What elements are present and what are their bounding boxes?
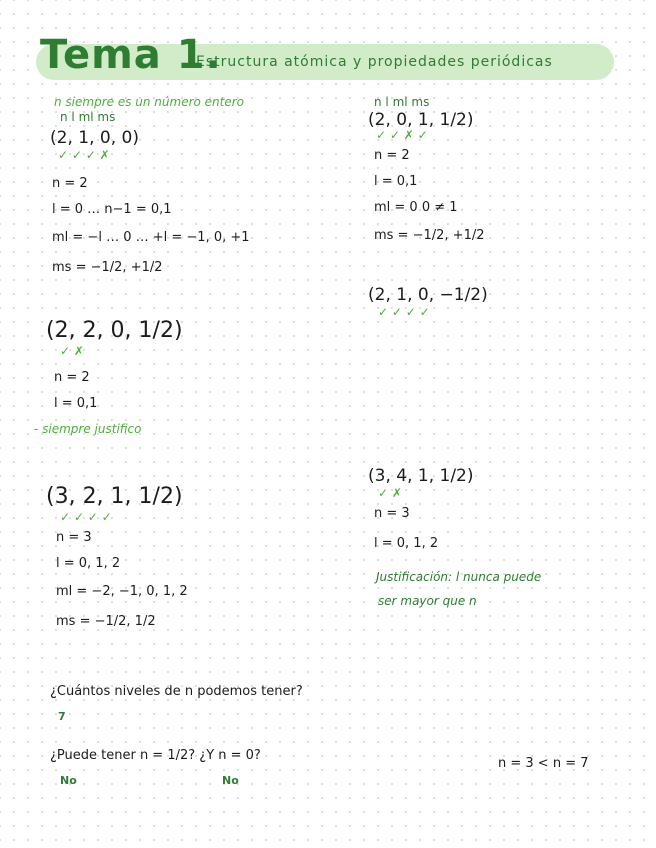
b2-line-2: l = 0,1: [374, 174, 418, 189]
b1-line-3: ml = −l … 0 … +l = −1, 0, +1: [52, 230, 250, 245]
note-justify: - siempre justifico: [34, 422, 142, 436]
b5-line-1: n = 3: [56, 530, 92, 545]
tuple-6-marks: ✓ ✗: [378, 486, 402, 500]
page-title: Tema 1.: [40, 32, 222, 78]
side-note: n = 3 < n = 7: [498, 756, 589, 771]
tuple-3-marks: ✓ ✓ ✓ ✓: [378, 305, 430, 319]
page-subtitle: Estructura atómica y propiedades periódicas: [196, 54, 553, 70]
b2-line-3: ml = 0 0 ≠ 1: [374, 200, 458, 215]
question-levels: ¿Cuántos niveles de n podemos tener?: [50, 684, 303, 699]
answer-n-zero: No: [222, 774, 239, 787]
tuple-3: (2, 1, 0, −1/2): [368, 285, 488, 305]
tuple-1-marks: ✓ ✓ ✓ ✗: [58, 148, 110, 162]
tuple-5-marks: ✓ ✓ ✓ ✓: [60, 510, 112, 524]
b4-line-2: l = 0,1: [54, 396, 98, 411]
b5-line-4: ms = −1/2, 1/2: [56, 614, 156, 629]
quantum-labels: n l ml ms: [60, 110, 116, 124]
b4-line-1: n = 2: [54, 370, 90, 385]
tuple-2: (2, 0, 1, 1/2): [368, 110, 474, 130]
b5-line-3: ml = −2, −1, 0, 1, 2: [56, 584, 188, 599]
answer-levels: 7: [58, 710, 66, 723]
tuple-1: (2, 1, 0, 0): [50, 128, 139, 148]
b1-line-4: ms = −1/2, +1/2: [52, 260, 163, 275]
quantum-labels-2: n l ml ms: [374, 95, 430, 109]
b1-line-2: l = 0 … n−1 = 0,1: [52, 202, 172, 217]
justification-line-2: ser mayor que n: [378, 594, 477, 608]
b6-line-1: n = 3: [374, 506, 410, 521]
b2-line-1: n = 2: [374, 148, 410, 163]
question-n-values: ¿Puede tener n = 1/2? ¿Y n = 0?: [50, 748, 261, 763]
tuple-2-marks: ✓ ✓ ✗ ✓: [376, 128, 428, 142]
tuple-5: (3, 2, 1, 1/2): [46, 484, 183, 509]
justification-line-1: Justificación: l nunca puede: [376, 570, 542, 584]
tuple-6: (3, 4, 1, 1/2): [368, 466, 474, 486]
note-integer: n siempre es un número entero: [54, 95, 245, 109]
b6-line-2: l = 0, 1, 2: [374, 536, 439, 551]
b2-line-4: ms = −1/2, +1/2: [374, 228, 485, 243]
b5-line-2: l = 0, 1, 2: [56, 556, 121, 571]
b1-line-1: n = 2: [52, 176, 88, 191]
tuple-4-marks: ✓ ✗: [60, 344, 84, 358]
answer-n-half: No: [60, 774, 77, 787]
tuple-4: (2, 2, 0, 1/2): [46, 318, 183, 343]
